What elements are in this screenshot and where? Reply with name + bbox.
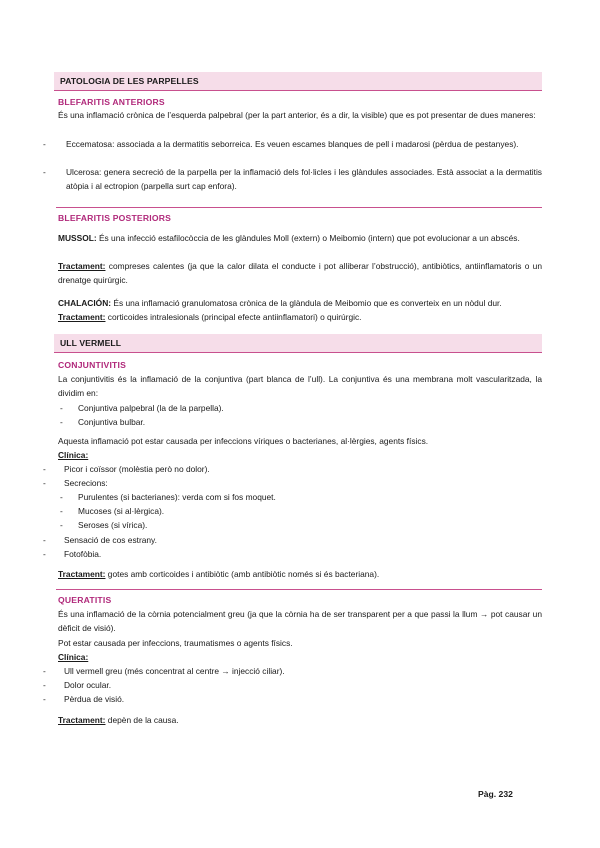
paragraph-tractament-conjuntivitis <box>58 567 542 581</box>
queratitis-intro: És una inflamació de la còrnia potencialment greu (ja que la còrnia ha de ser transparent per a que passi la llum → pot causar un dèficit de visió). <box>58 609 542 633</box>
text-tractament-mussol: compreses calentes (ja que la calor dilata el conducte i pot alliberar l’obstrucció), antibiòtics, antiinflamatoris o un drenatge quirúrgic. <box>58 261 542 285</box>
label-mussol: MUSSOL: <box>58 233 97 243</box>
list-dash: - <box>43 549 46 559</box>
list-item-cos-estrany: Sensació de cos estrany. <box>64 535 157 545</box>
list-dash: - <box>60 520 63 530</box>
list-item-ull-vermell-greu: Ull vermell greu (més concentrat al centre → injecció ciliar). <box>64 666 285 676</box>
list-dash: - <box>43 478 46 488</box>
text-chalacion: És una inflamació granulomatosa crònica de la glàndula de Meibomio que es converteix en un nòdul dur. <box>111 298 502 308</box>
heading-blefaritis-posteriors: BLEFARITIS POSTERIORS <box>58 213 172 223</box>
list-item-conjuntiva-palpebral: Conjuntiva palpebral (la de la parpella). <box>78 403 224 413</box>
list-item-seroses: Seroses (si vírica). <box>78 520 148 530</box>
label-tractament: Tractament: <box>58 715 106 725</box>
heading-queratitis: QUERATITIS <box>58 595 112 605</box>
blefaritis-anteriors-intro: És una inflamació crònica de l’esquerda palpebral (per la part anterior, és a dir, la visible) que es pot presentar de dues maneres: <box>58 110 536 120</box>
list-item-conjuntiva-bulbar: Conjuntiva bulbar. <box>78 417 146 427</box>
paragraph-chalacion <box>58 296 542 310</box>
list-dash: - <box>43 139 46 149</box>
list-item-ulcerosa: Ulcerosa: genera secreció de la parpella per la inflamació dels fol·licles i les glàndules associades. Està associat a la dermatitis atòpia i al ectropion (parpella surt cap enfora). <box>66 167 542 191</box>
list-dash: - <box>43 167 46 177</box>
label-clinica: Clínica: <box>58 652 89 662</box>
list-dash: - <box>43 464 46 474</box>
list-dash: - <box>43 694 46 704</box>
list-item-secrecions: Secrecions: <box>64 478 108 488</box>
list-dash: - <box>60 506 63 516</box>
paragraph-tractament-queratitis <box>58 713 542 727</box>
label-tractament: Tractament: <box>58 261 106 271</box>
queratitis-causes: Pot estar causada per infeccions, traumatismes o agents físics. <box>58 638 293 648</box>
list-item-picor: Picor i coïssor (molèstia però no dolor). <box>64 464 210 474</box>
label-chalacion: CHALACIÓN: <box>58 298 112 308</box>
label-tractament: Tractament: <box>58 569 106 579</box>
list-dash: - <box>60 417 63 427</box>
paragraph-tractament-chalacion <box>58 310 542 324</box>
list-dash: - <box>43 535 46 545</box>
heading-blefaritis-anteriors: BLEFARITIS ANTERIORS <box>58 97 165 107</box>
list-item-purulentes: Purulentes (si bacterianes): verda com si fos moquet. <box>78 492 276 502</box>
list-item-dolor-ocular: Dolor ocular. <box>64 680 112 690</box>
list-item-fotofobia: Fotofòbia. <box>64 549 102 559</box>
list-dash: - <box>43 680 46 690</box>
label-tractament: Tractament: <box>58 312 106 322</box>
list-item-eccematosa: Eccematosa: associada a la dermatitis seborreica. Es veuen escames blanques de pell i madarosi (pèrdua de pestanyes). <box>66 139 519 149</box>
page-number: Pàg. 232 <box>478 789 513 799</box>
text-tractament-conjuntivitis: gotes amb corticoides i antibiòtic (amb antibiòtic només si és bacteriana). <box>105 569 380 579</box>
list-item-perdua-visio: Pèrdua de visió. <box>64 694 125 704</box>
list-item-mucoses: Mucoses (si al·lèrgica). <box>78 506 165 516</box>
heading-conjuntivitis: CONJUNTIVITIS <box>58 360 127 370</box>
text-tractament-chalacion: corticoides intralesionals (principal efecte antiinflamatori) o quirúrgic. <box>105 312 362 322</box>
list-dash: - <box>43 666 46 676</box>
conjuntivitis-intro: La conjuntivitis és la inflamació de la conjuntiva (part blanca de l’ull). La conjuntiva és una membrana molt vascularitzada, la dividim en: <box>58 374 542 398</box>
paragraph-mussol <box>58 231 542 245</box>
text-mussol: És una infecció estafilocòccia de les glàndules Moll (extern) o Meibomio (intern) que pot evolucionar a un abscés. <box>96 233 520 243</box>
label-clinica: Clínica: <box>58 450 89 460</box>
list-dash: - <box>60 492 63 502</box>
paragraph-tractament-mussol <box>58 259 542 287</box>
conjuntivitis-causes: Aquesta inflamació pot estar causada per infeccions víriques o bacterianes, al·lèrgies, agents físics. <box>58 436 429 446</box>
list-dash: - <box>60 403 63 413</box>
section-divider <box>56 207 542 208</box>
text-tractament-queratitis: depèn de la causa. <box>105 715 179 725</box>
section-title-parpelles: PATOLOGIA DE LES PARPELLES <box>54 72 542 91</box>
section-divider <box>56 589 542 590</box>
section-title-ull-vermell: ULL VERMELL <box>54 334 542 353</box>
